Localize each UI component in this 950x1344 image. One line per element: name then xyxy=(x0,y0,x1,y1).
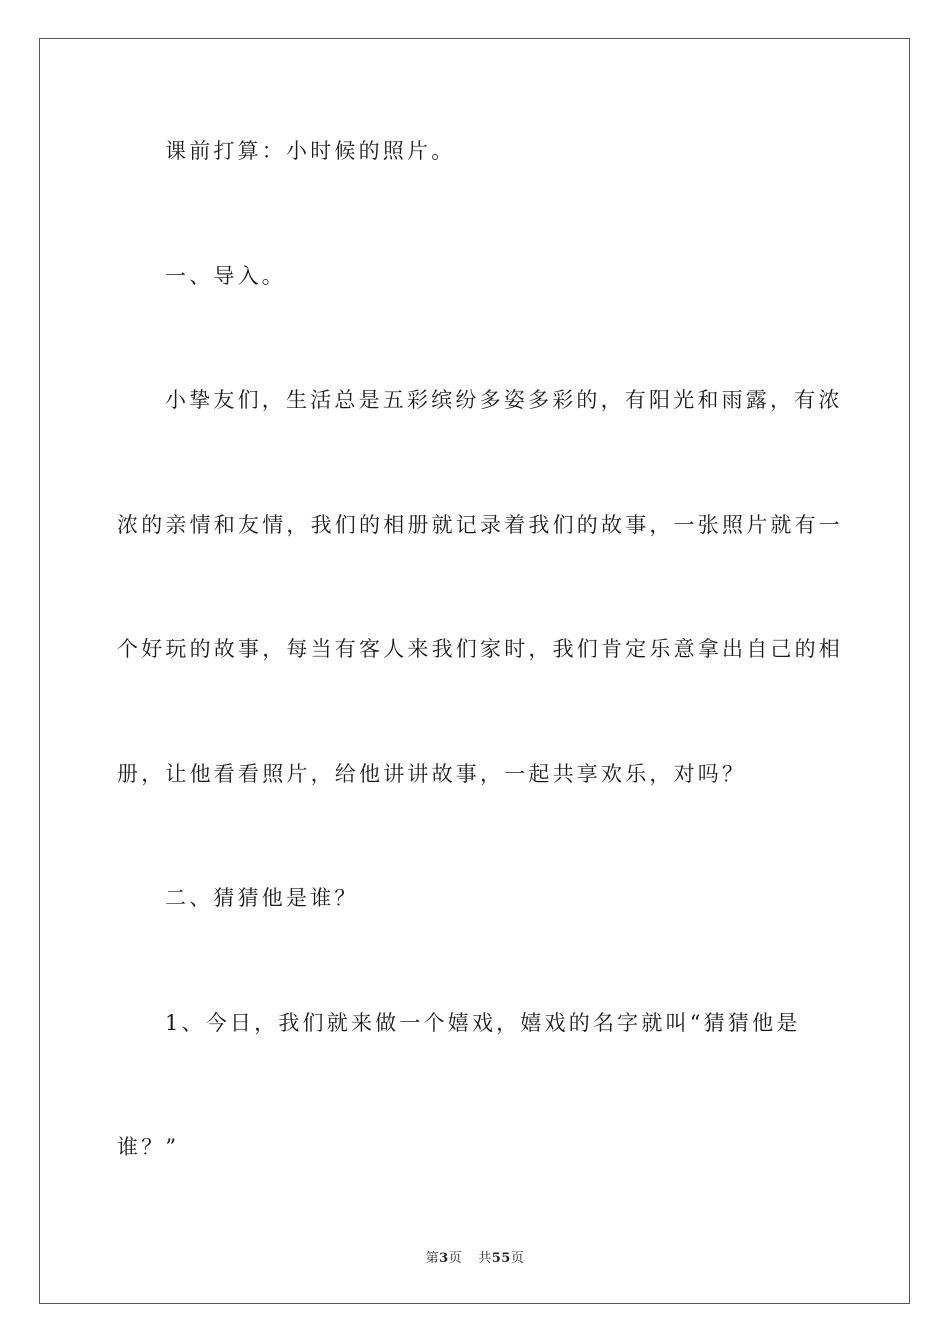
paragraph-line: 小挚友们，生活总是五彩缤纷多姿多彩的，有阳光和雨露，有浓 xyxy=(165,388,843,412)
footer-total-prefix: 共 xyxy=(478,1251,492,1266)
paragraph-line: 浓的亲情和友情，我们的相册就记录着我们的故事，一张照片就有一 xyxy=(117,513,843,537)
paragraph-line: 谁？” xyxy=(117,1135,180,1159)
paragraph-line: 1、今日，我们就来做一个嬉戏，嬉戏的名字就叫“猜猜他是 xyxy=(165,1011,801,1035)
section-heading: 一、导入。 xyxy=(165,264,286,288)
section-heading: 二、猜猜他是谁？ xyxy=(165,886,359,910)
paragraph-line: 课前打算：小时候的照片。 xyxy=(165,139,456,163)
footer-total-pages: 55 xyxy=(491,1251,511,1266)
paragraph-line: 册，让他看看照片，给他讲讲故事，一起共享欢乐，对吗？ xyxy=(117,762,747,786)
page-footer xyxy=(0,1247,950,1266)
page-border xyxy=(39,38,910,1304)
footer-page-suffix: 页 xyxy=(448,1251,463,1266)
paragraph-line: 个好玩的故事，每当有客人来我们家时，我们肯定乐意拿出自己的相 xyxy=(117,637,843,661)
footer-total-suffix: 页 xyxy=(510,1251,525,1266)
footer-page-number: 3 xyxy=(439,1251,449,1266)
footer-page-prefix: 第 xyxy=(425,1251,440,1266)
